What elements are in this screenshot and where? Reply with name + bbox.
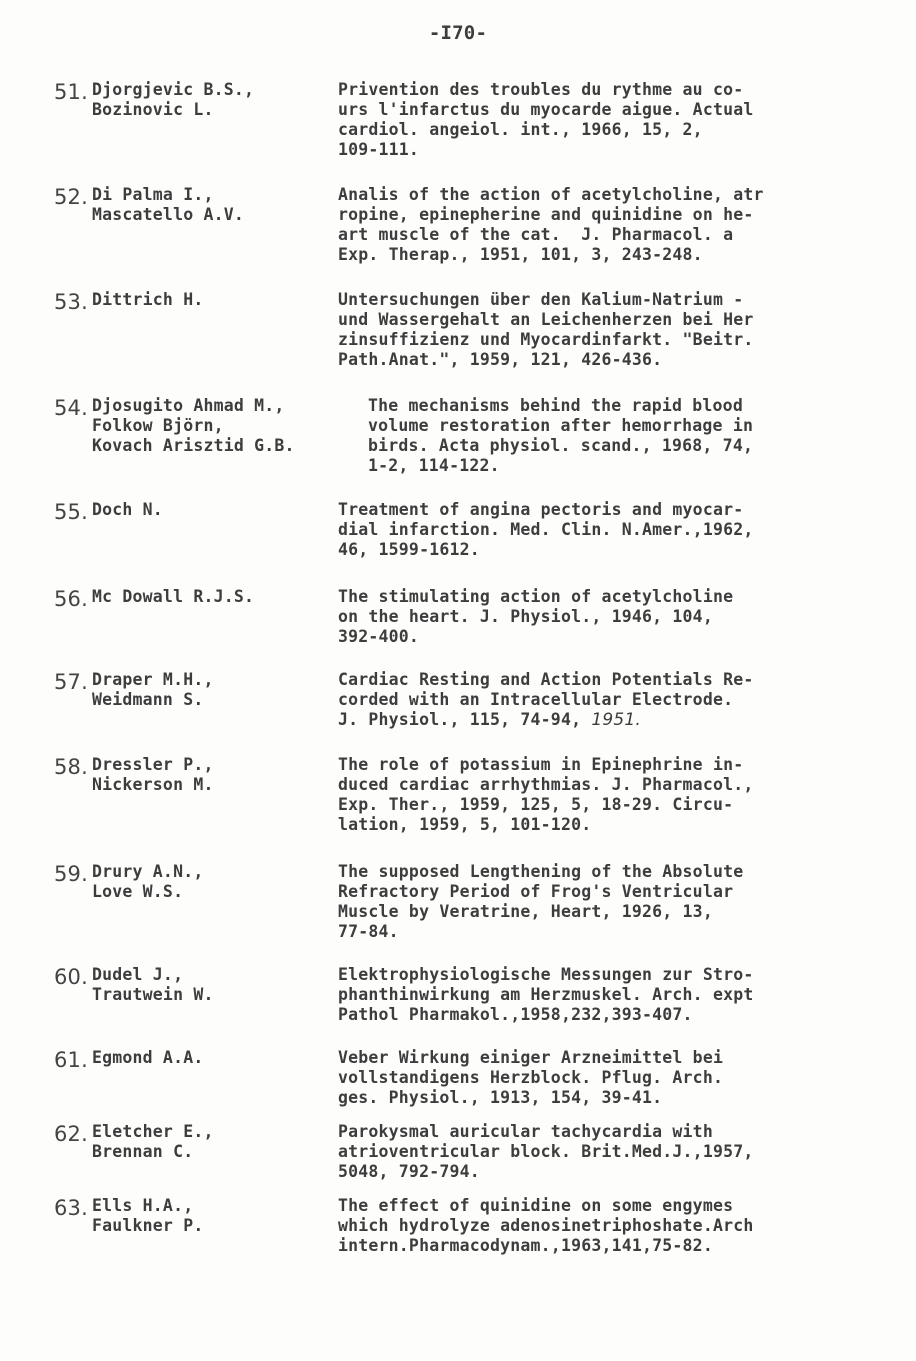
entry-number: 58. [54,755,88,779]
citation-line: Parokysmal auricular tachycardia with [338,1122,713,1141]
citation-line: Refractory Period of Frog's Ventricular [338,882,734,901]
citation-line: Path.Anat.", 1959, 121, 426-436. [338,350,663,369]
entry-citation [338,185,878,265]
citation-line: ges. Physiol., 1913, 154, 39-41. [338,1088,663,1107]
citation-line: Cardiac Resting and Action Potentials Re- [338,670,754,689]
author-line: Djorgjevic B.S., [92,80,255,99]
author-line: Faulkner P. [92,1216,204,1235]
author-line: Dittrich H. [92,290,204,309]
author-line: Love W.S. [92,882,184,901]
entry-authors [92,670,214,710]
citation-line: volume restoration after hemorrhage in [368,416,754,435]
citation-line: lation, 1959, 5, 101-120. [338,815,592,834]
citation-line: The stimulating action of acetylcholine [338,587,734,606]
citation-line: Exp. Therap., 1951, 101, 3, 243-248. [338,245,703,264]
author-line: Doch N. [92,500,163,519]
citation-line: on the heart. J. Physiol., 1946, 104, [338,607,713,626]
entry-citation [338,862,878,942]
citation-line: Pathol Pharmakol.,1958,232,393-407. [338,1005,693,1024]
entry-authors [92,965,214,1005]
entry-authors [92,1048,203,1068]
entry-number: 52. [54,185,88,209]
author-line: Trautwein W. [92,985,214,1004]
citation-line: atrioventricular block. Brit.Med.J.,1957, [338,1142,754,1161]
author-line: Draper M.H., [92,670,214,689]
author-line: Eletcher E., [92,1122,214,1141]
citation-line: Exp. Ther., 1959, 125, 5, 18-29. Circu- [338,795,734,814]
entry-authors [92,1122,214,1162]
entry-authors [92,500,163,520]
entry-authors [92,862,203,902]
entry-citation [338,965,878,1025]
citation-line: 109-111. [338,140,420,159]
entry-authors [92,80,254,120]
author-line: Mascatello A.V. [92,205,245,224]
citation-line: 1-2, 114-122. [368,456,500,475]
citation-line: J. Physiol., 115, 74-94, 1951. [338,710,642,730]
author-line: Folkow Björn, [92,416,224,435]
entry-number: 63. [54,1196,88,1220]
entry-authors [92,755,214,795]
citation-line: Veber Wirkung einiger Arzneimittel bei [338,1048,724,1067]
page-number: -I70- [428,22,488,44]
citation-line: The supposed Lengthening of the Absolute [338,862,744,881]
author-line: Nickerson M. [92,775,214,794]
entry-number: 62. [54,1122,88,1146]
author-line: Kovach Arisztid G.B. [92,436,295,455]
author-line: Mc Dowall R.J.S. [92,587,255,606]
citation-line: 392-400. [338,627,420,646]
citation-line: cardiol. angeiol. int., 1966, 15, 2, [338,120,703,139]
citation-line: 46, 1599-1612. [338,540,480,559]
entry-number: 51. [54,80,88,104]
citation-line: The role of potassium in Epinephrine in- [338,755,744,774]
citation-line: 5048, 792-794. [338,1162,480,1181]
citation-line: corded with an Intracellular Electrode. [338,690,734,709]
author-line: Dudel J., [92,965,184,984]
entry-number: 53. [54,290,88,314]
entry-authors [92,185,244,225]
citation-line: The mechanisms behind the rapid blood [368,396,743,415]
citation-line: urs l'infarctus du myocarde aigue. Actual [338,100,754,119]
entry-citation [338,1196,878,1256]
citation-line: Analis of the action of acetylcholine, atr [338,185,764,204]
author-line: Bozinovic L. [92,100,214,119]
entry-authors [92,1196,203,1236]
citation-line: ropine, epinepherine and quinidine on he- [338,205,754,224]
entry-citation [338,290,878,370]
author-line: Egmond A.A. [92,1048,204,1067]
citation-line: dial infarction. Med. Clin. N.Amer.,1962, [338,520,754,539]
entry-citation [338,755,878,835]
entry-number: 57. [54,670,88,694]
entry-citation [338,1122,878,1182]
entry-citation [338,80,878,160]
author-line: Ells H.A., [92,1196,194,1215]
citation-line: 77-84. [338,922,399,941]
entry-number: 60. [54,965,88,989]
citation-line: birds. Acta physiol. scand., 1968, 74, [368,436,754,455]
author-line: Brennan C. [92,1142,194,1161]
entry-citation [338,670,878,730]
citation-line: Privention des troubles du rythme au co- [338,80,744,99]
entry-number: 59. [54,862,88,886]
author-line: Weidmann S. [92,690,204,709]
citation-line: Untersuchungen über den Kalium-Natrium - [338,290,744,309]
entry-number: 54. [54,396,88,420]
entry-number: 56. [54,587,88,611]
citation-line: Treatment of angina pectoris and myocar- [338,500,744,519]
entry-authors [92,587,254,607]
citation-line: duced cardiac arrhythmias. J. Pharmacol., [338,775,754,794]
entry-authors [92,396,295,456]
entry-number: 61. [54,1048,88,1072]
citation-line: zinsuffizienz und Myocardinfarkt. "Beitr. [338,330,754,349]
citation-line: Elektrophysiologische Messungen zur Stro- [338,965,754,984]
entry-number: 55. [54,500,88,524]
entry-citation [338,587,878,647]
citation-line: und Wassergehalt an Leichenherzen bei Her [338,310,754,329]
author-line: Di Palma I., [92,185,214,204]
citation-line: phanthinwirkung am Herzmuskel. Arch. expt [338,985,754,1004]
entry-authors [92,290,203,310]
citation-line: The effect of quinidine on some engymes [338,1196,734,1215]
handwritten-year: 1951. [591,710,642,730]
citation-line: vollstandigens Herzblock. Pflug. Arch. [338,1068,724,1087]
citation-line: art muscle of the cat. J. Pharmacol. a [338,225,734,244]
citation-line: intern.Pharmacodynam.,1963,141,75-82. [338,1236,713,1255]
author-line: Drury A.N., [92,862,204,881]
entry-citation [368,396,878,476]
author-line: Dressler P., [92,755,214,774]
citation-line: Muscle by Veratrine, Heart, 1926, 13, [338,902,713,921]
entry-citation [338,500,878,560]
entry-citation [338,1048,878,1108]
author-line: Djosugito Ahmad M., [92,396,285,415]
citation-line: which hydrolyze adenosinetriphoshate.Arch [338,1216,754,1235]
